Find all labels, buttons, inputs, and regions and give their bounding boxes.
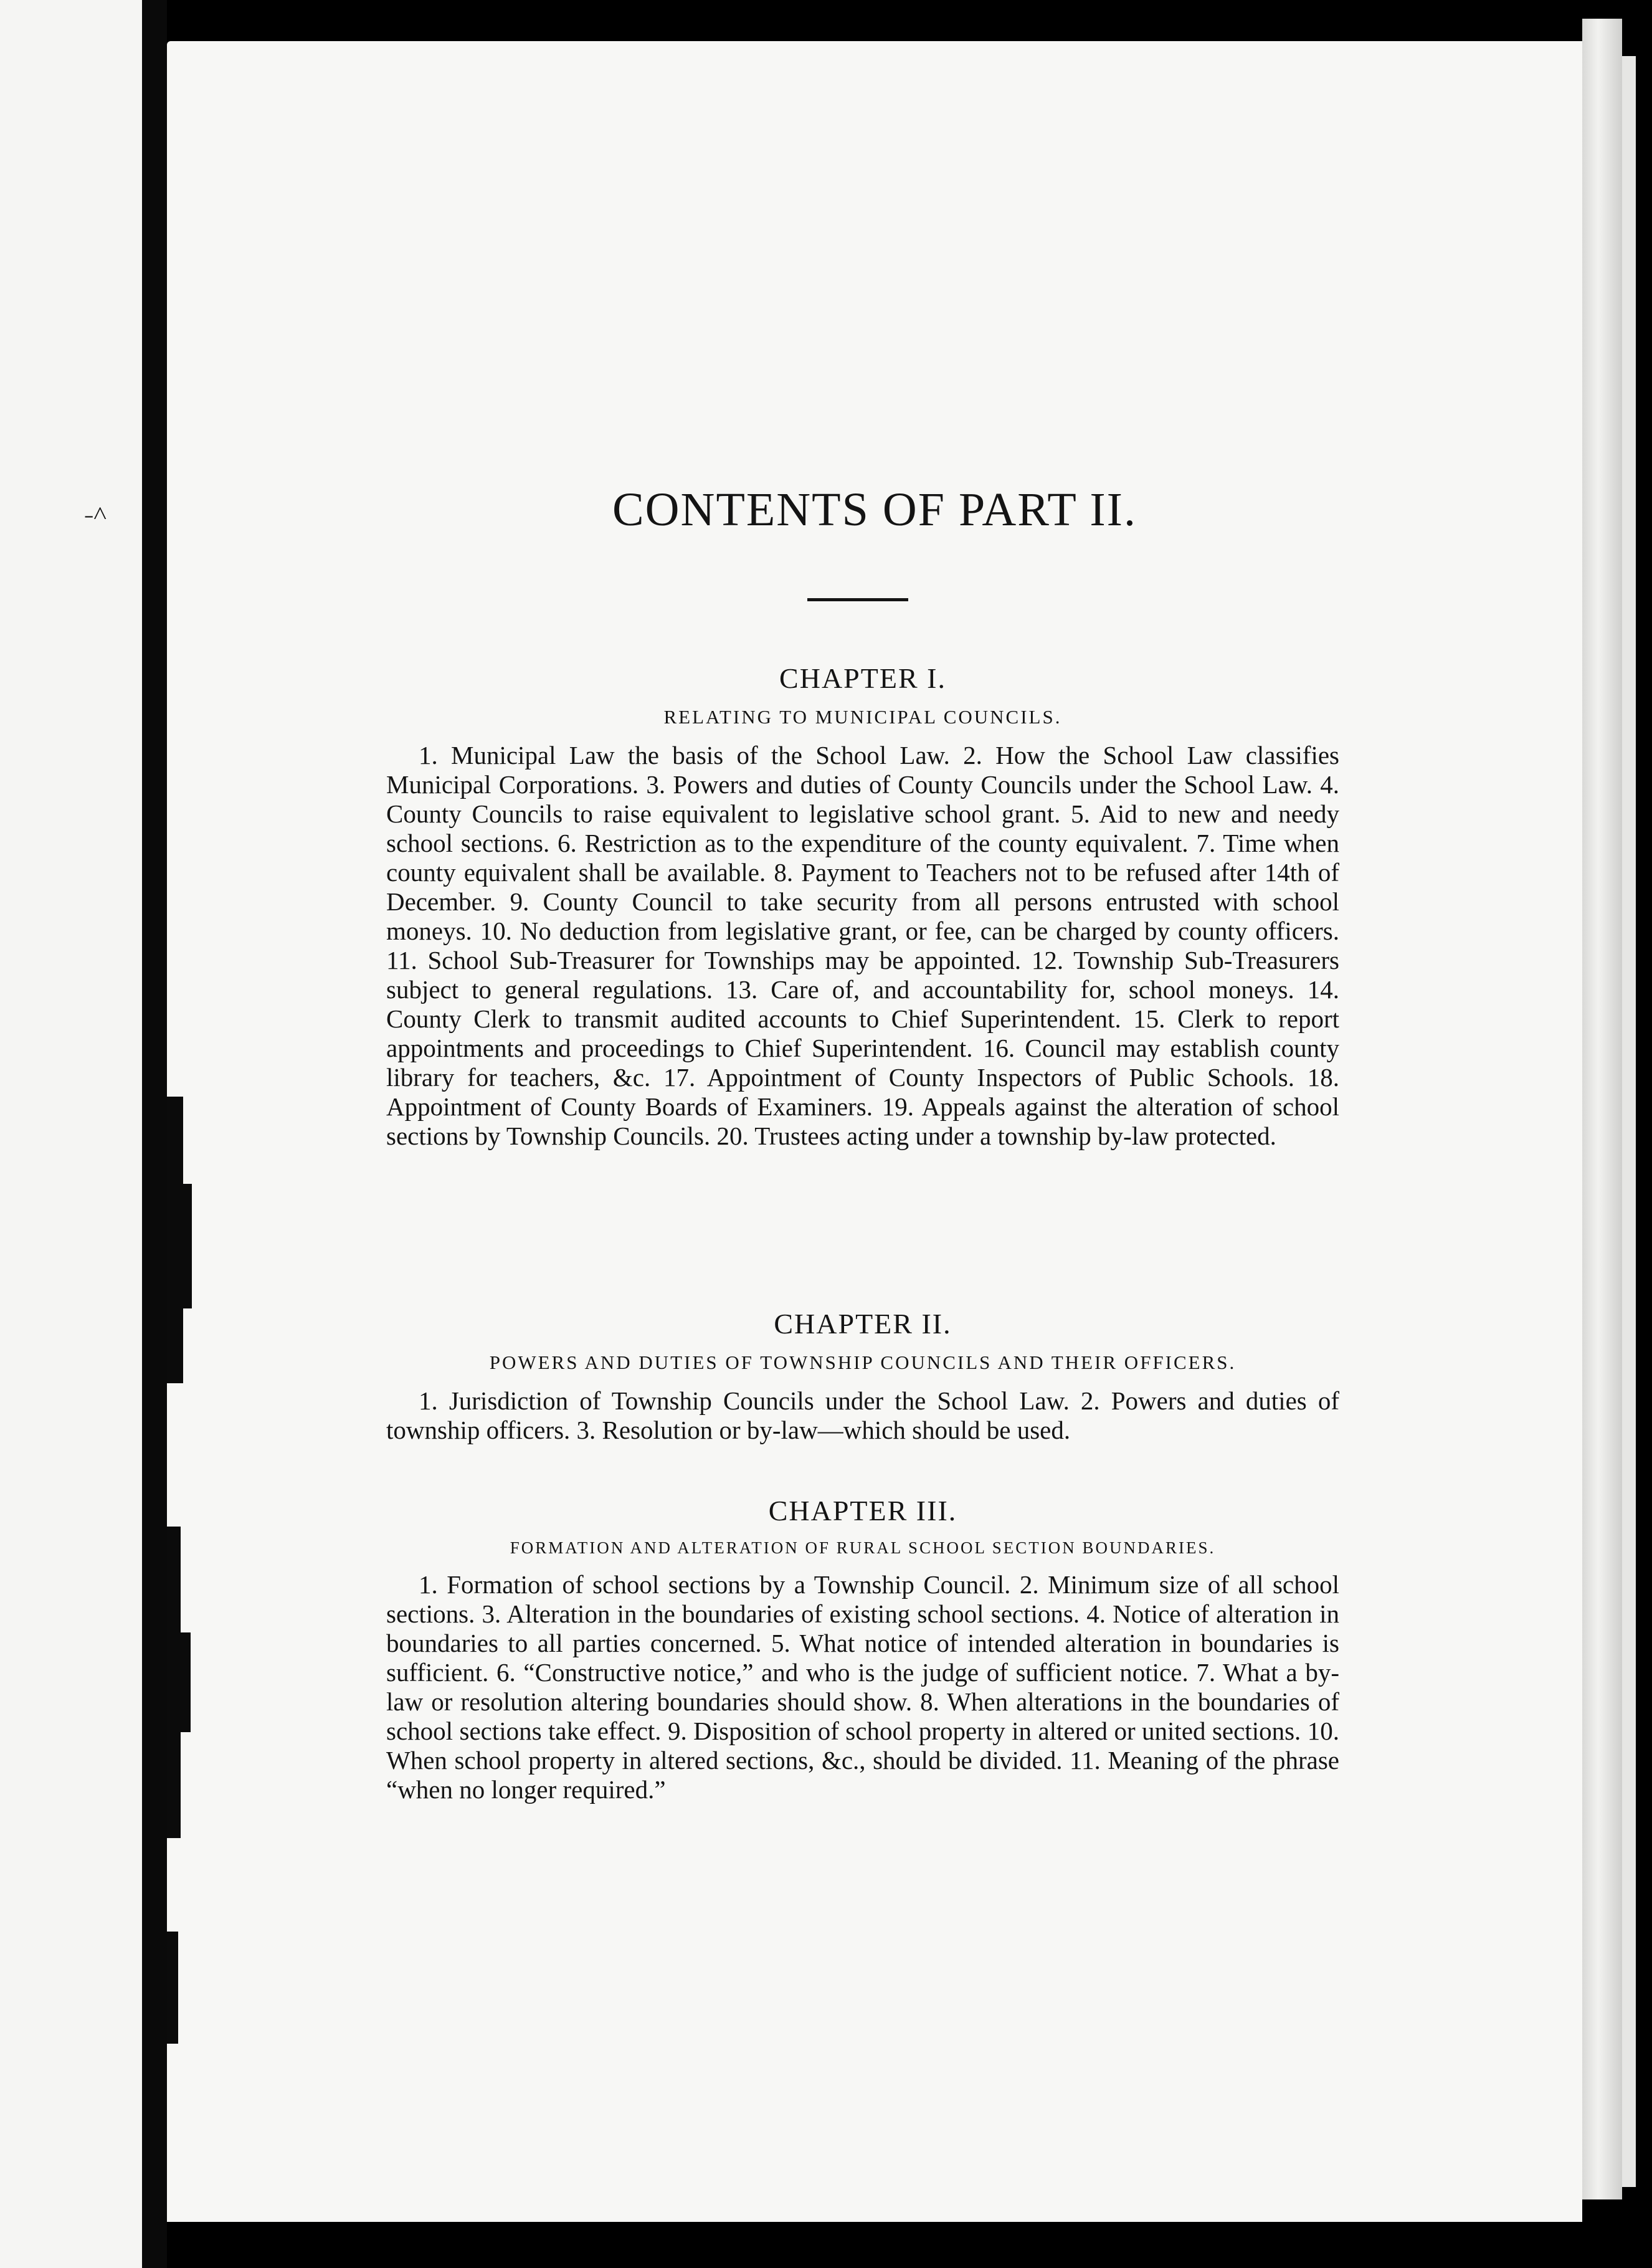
title-rule [807, 598, 908, 601]
binding-damage [167, 1932, 178, 2044]
previous-page-edge [0, 0, 142, 2268]
chapter-subtitle: FORMATION AND ALTERATION OF RURAL SCHOOL SECTION BOUNDARIES. [510, 1538, 1216, 1557]
chapter-3 [386, 1494, 1339, 1804]
chapter-heading: CHAPTER III. [768, 1495, 957, 1527]
chapter-subtitle: RELATING TO MUNICIPAL COUNCILS. [663, 706, 1062, 728]
binding-gutter [142, 0, 167, 2268]
chapter-body: 1. Formation of school sections by a Township Council. 2. Minimum size of all school sections. 3. Alteration in the boundaries of existing school sections. 4. Notice of alteration in boundaries to all parties concerned. 5. What notice of intended alteration in boundaries is sufficient. 6. “Constructive notice,” and who is the judge of sufficient notice. 7. What a by-law or resolution altering boundaries should show. 8. When alterations in the boundaries of school sections take effect. 9. Disposition of school property in altered or united sections. 10. When school property in altered sections, &c., should be divided. 11. Meaning of the phrase “when no longer required.” [386, 1570, 1339, 1804]
margin-mark: ˗˄ [85, 499, 107, 527]
chapter-body: 1. Jurisdiction of Township Councils under the School Law. 2. Powers and duties of township officers. 3. Resolution or by-law—which should be used. [386, 1386, 1339, 1444]
page-stack-edge-inner [1622, 56, 1636, 2187]
binding-damage [167, 1097, 183, 1383]
page-stack-edge [1582, 19, 1622, 2199]
binding-damage [181, 1632, 191, 1732]
chapter-2 [386, 1307, 1339, 1445]
binding-damage [167, 1527, 181, 1838]
chapter-body: 1. Municipal Law the basis of the School Law. 2. How the School Law classifies Municipal Corporations. 3. Powers and duties of County Councils under the School Law. 4. County Councils to raise equivalent to legislative school grant. 5. Aid to new and needy school sections. 6. Restriction as to the expenditure of the county equivalent. 7. Time when county equivalent shall be available. 8. Payment to Teachers not to be refused after 14th of December. 9. County Council to take security from all persons entrusted with school moneys. 10. No deduction from legislative grant, or fee, can be charged by county officers. 11. School Sub-Treasurer for Townships may be appointed. 12. Township Sub-Treasurers subject to general regulations. 13. Care of, and accountability for, school moneys. 14. County Clerk to transmit audited accounts to Chief Superintendent. 15. Clerk to report appointments and proceedings to Chief Superintendent. 16. Council may establish county library for teachers, &c. 17. Appointment of County Inspectors of Public Schools. 18. Appointment of County Boards of Examiners. 19. Appeals against the alteration of school sections by Township Councils. 20. Trustees acting under a township by-law protected. [386, 741, 1339, 1150]
chapter-1 [386, 662, 1339, 1151]
chapter-heading: CHAPTER II. [774, 1308, 952, 1340]
chapter-subtitle: POWERS AND DUTIES OF TOWNSHIP COUNCILS AND THEIR OFFICERS. [489, 1351, 1237, 1373]
binding-damage [183, 1184, 192, 1308]
chapter-heading: CHAPTER I. [779, 662, 946, 694]
page-title: CONTENTS OF PART II. [612, 484, 1137, 536]
